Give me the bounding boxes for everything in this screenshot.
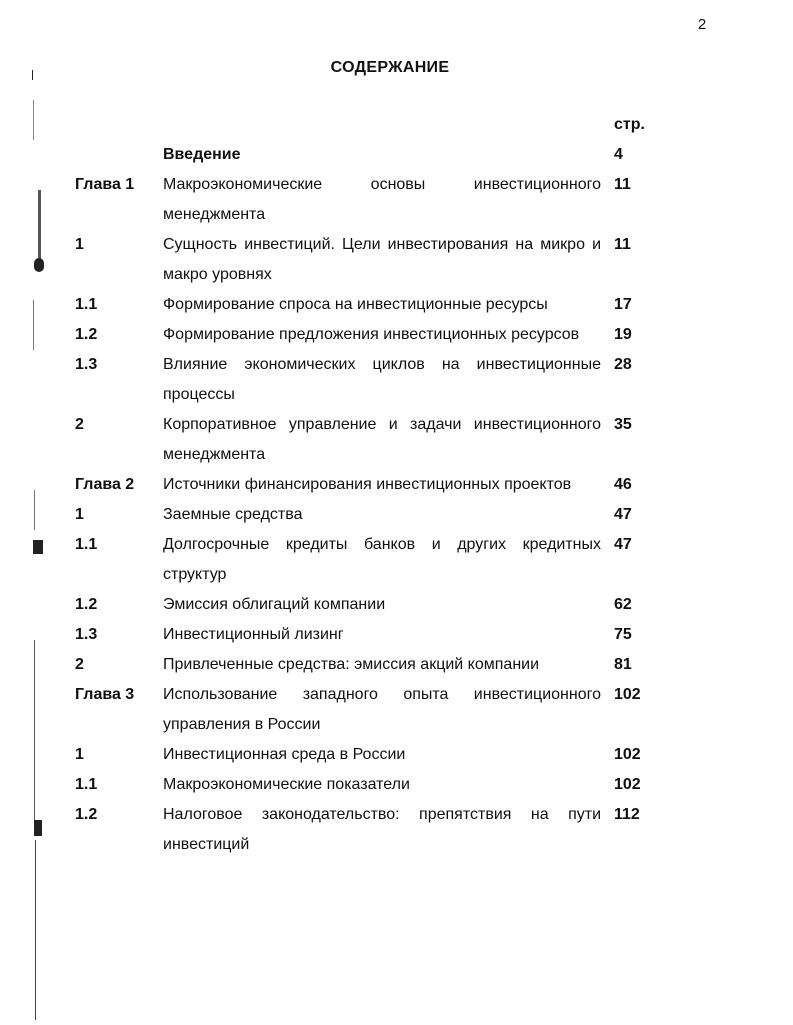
toc-entry-page: 47: [614, 536, 632, 553]
toc-entry: [0, 680, 793, 740]
toc-entry: [0, 140, 793, 170]
toc-entry-number: 1: [75, 236, 84, 253]
toc-entry-page: 102: [614, 686, 641, 703]
toc-entry-title: Налоговое законодательство: препятствия на пути инвестиций: [163, 806, 601, 853]
page-number: 2: [697, 16, 707, 33]
toc-entry-number: 1.2: [75, 806, 98, 823]
toc-entry-number: 1.1: [75, 536, 98, 553]
toc-entry: [0, 170, 793, 230]
table-of-contents: [0, 110, 793, 860]
toc-entry-page: 62: [614, 596, 632, 613]
toc-entry-title: Сущность инвестиций. Цели инвестирования на микро и макро уровнях: [163, 236, 601, 283]
toc-entry: [0, 770, 793, 800]
toc-entry-title: Эмиссия облигаций компании: [163, 596, 386, 613]
toc-entry: [0, 620, 793, 650]
toc-entry: [0, 470, 793, 500]
toc-entry: [0, 320, 793, 350]
toc-entry-number: 1.1: [75, 296, 98, 313]
toc-entry-title: Долгосрочные кредиты банков и других кредитных структур: [163, 536, 601, 583]
toc-entry-number: 1.3: [75, 356, 98, 373]
toc-entry: [0, 350, 793, 410]
toc-entry-page: 4: [614, 146, 623, 163]
toc-entry-number: 1.1: [75, 776, 98, 793]
toc-entry-title: Использование западного опыта инвестиционного управления в России: [163, 686, 601, 733]
toc-entry-title: Заемные средства: [163, 506, 303, 523]
toc-entry-title: Макроэкономические основы инвестиционного менеджмента: [163, 176, 601, 223]
toc-entry-title: Введение: [163, 146, 241, 163]
toc-entry: [0, 650, 793, 680]
toc-entry: [0, 290, 793, 320]
scan-artifact: [35, 840, 36, 1020]
toc-entry-number: 1.3: [75, 626, 98, 643]
toc-entry-number: Глава 1: [75, 176, 135, 193]
toc-entry-page: 47: [614, 506, 632, 523]
toc-entry-page: 75: [614, 626, 632, 643]
toc-entry-number: 1.2: [75, 596, 98, 613]
toc-entry-number: 1: [75, 746, 84, 763]
toc-entry-title: Формирование предложения инвестиционных ресурсов: [163, 326, 580, 343]
toc-entry-page: 102: [614, 746, 641, 763]
toc-entry: [0, 410, 793, 470]
toc-entry-title: Макроэкономические показатели: [163, 776, 410, 793]
page-title: СОДЕРЖАНИЕ: [330, 59, 450, 76]
toc-header-row: [0, 110, 793, 140]
toc-entry-page: 35: [614, 416, 632, 433]
toc-entry: [0, 230, 793, 290]
toc-entry-page: 17: [614, 296, 632, 313]
toc-entry-title: Инвестиционная среда в России: [163, 746, 406, 763]
toc-entry-number: 1: [75, 506, 84, 523]
toc-entry-page: 46: [614, 476, 632, 493]
toc-entry: [0, 530, 793, 590]
toc-entry: [0, 800, 793, 860]
toc-entry-title: Источники финансирования инвестиционных проектов: [163, 476, 572, 493]
toc-entry-page: 11: [614, 176, 631, 193]
toc-entry-title: Влияние экономических циклов на инвестиционные процессы: [163, 356, 601, 403]
toc-entry-page: 19: [614, 326, 632, 343]
toc-entry: [0, 740, 793, 770]
toc-entry-page: 81: [614, 656, 632, 673]
toc-entry-title: Корпоративное управление и задачи инвестиционного менеджмента: [163, 416, 601, 463]
toc-entry-number: 1.2: [75, 326, 98, 343]
toc-entry-number: 2: [75, 656, 84, 673]
toc-entry-page: 11: [614, 236, 631, 253]
toc-entry: [0, 590, 793, 620]
toc-entry-number: 2: [75, 416, 84, 433]
toc-entry-title: Инвестиционный лизинг: [163, 626, 344, 643]
toc-entry: [0, 500, 793, 530]
page-column-label: стр.: [614, 116, 645, 133]
toc-entry-title: Привлеченные средства: эмиссия акций компании: [163, 656, 540, 673]
toc-entry-title: Формирование спроса на инвестиционные ресурсы: [163, 296, 548, 313]
toc-entry-number: Глава 2: [75, 476, 135, 493]
toc-entry-page: 102: [614, 776, 641, 793]
toc-entry-page: 112: [614, 806, 640, 823]
toc-entry-number: Глава 3: [75, 686, 135, 703]
toc-entry-page: 28: [614, 356, 632, 373]
